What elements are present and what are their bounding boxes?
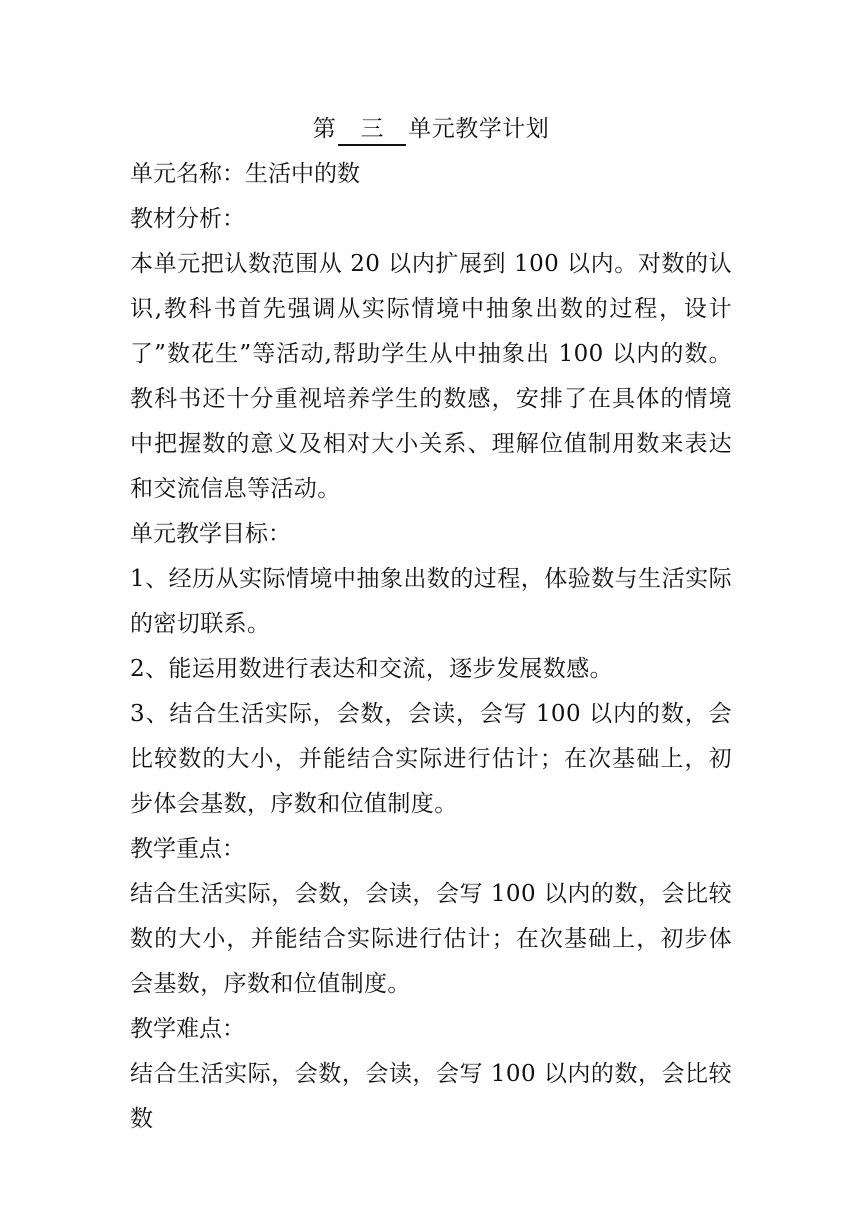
unit-name: 单元名称：生活中的数 xyxy=(130,161,360,187)
title-prefix: 第 xyxy=(312,116,337,142)
page-title xyxy=(130,110,732,148)
material-analysis-body: 本单元把认数范围从 20 以内扩展到 100 以内。对数的认识,教科书首先强调从实际情境中抽象出数的过程，设计了”数花生”等活动,帮助学生从中抽象出 100 以内的数。教科书还十分重视培养学生的数感，安排了在具体的情境中把握数的意义及相对大小关系、理解位值制用数来表达和交流信息等活动。 xyxy=(130,251,732,502)
key-points-body: 结合生活实际，会数，会读，会写 100 以内的数，会比较数的大小，并能结合实际进行估计；在次基础上，初步体会基数，序数和位值制度。 xyxy=(130,881,732,997)
difficult-points-body: 结合生活实际，会数，会读，会写 100 以内的数，会比较数 xyxy=(130,1061,732,1132)
title-suffix: 单元教学计划 xyxy=(408,116,550,142)
key-points-heading: 教学重点： xyxy=(130,836,245,862)
document-content xyxy=(130,110,732,1142)
title-unit-number: 三 xyxy=(338,114,406,146)
material-analysis-heading: 教材分析： xyxy=(130,206,245,232)
objectives-heading: 单元教学目标： xyxy=(130,521,291,547)
objective-item-3: 3、结合生活实际，会数，会读，会写 100 以内的数，会比较数的大小，并能结合实际进行估计；在次基础上，初步体会基数，序数和位值制度。 xyxy=(130,701,732,817)
difficult-points-heading: 教学难点： xyxy=(130,1016,245,1042)
objective-item-2: 2、能运用数进行表达和交流，逐步发展数感。 xyxy=(130,656,614,682)
objective-item-1: 1、经历从实际情境中抽象出数的过程，体验数与生活实际的密切联系。 xyxy=(130,566,732,637)
